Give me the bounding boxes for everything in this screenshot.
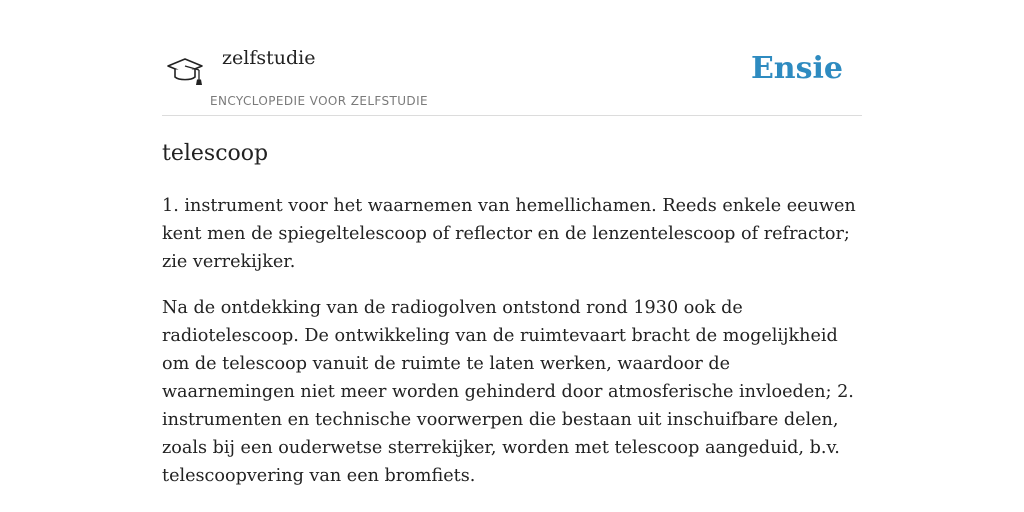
entry-paragraph-2: Na de ontdekking van de radiogolven ontstond rond 1930 ook de radiotelescoop. De ontwikkeling van de ruimtevaart bracht de mogelijkheid om de telescoop vanuit de ruimte te laten werken, waardoor de waarnemingen niet meer worden gehinderd door atmosferische invloeden; 2. instrumenten en technische voorwerpen die bestaan uit inschuifbare delen, zoals bij een ouderwetse sterrekijker, worden met telescoop aangeduid, b.v. telescoopvering van een bromfiets.: [162, 298, 854, 486]
site-header: [162, 0, 862, 116]
graduation-cap-icon[interactable]: [166, 54, 204, 88]
entry-title: telescoop: [162, 141, 269, 166]
site-tagline: ENCYCLOPEDIE VOOR ZELFSTUDIE: [210, 94, 428, 108]
content-container: [162, 0, 862, 486]
site-name[interactable]: zelfstudie: [222, 47, 316, 69]
ensie-brand-link[interactable]: Ensie: [750, 51, 843, 86]
entry-paragraph-1: 1. instrument voor het waarnemen van hemellichamen. Reeds enkele eeuwen kent men de spiegeltelescoop of reflector en de lenzentelescoop of refractor; zie verrekijker.: [162, 196, 856, 272]
entry-body: [162, 192, 862, 508]
